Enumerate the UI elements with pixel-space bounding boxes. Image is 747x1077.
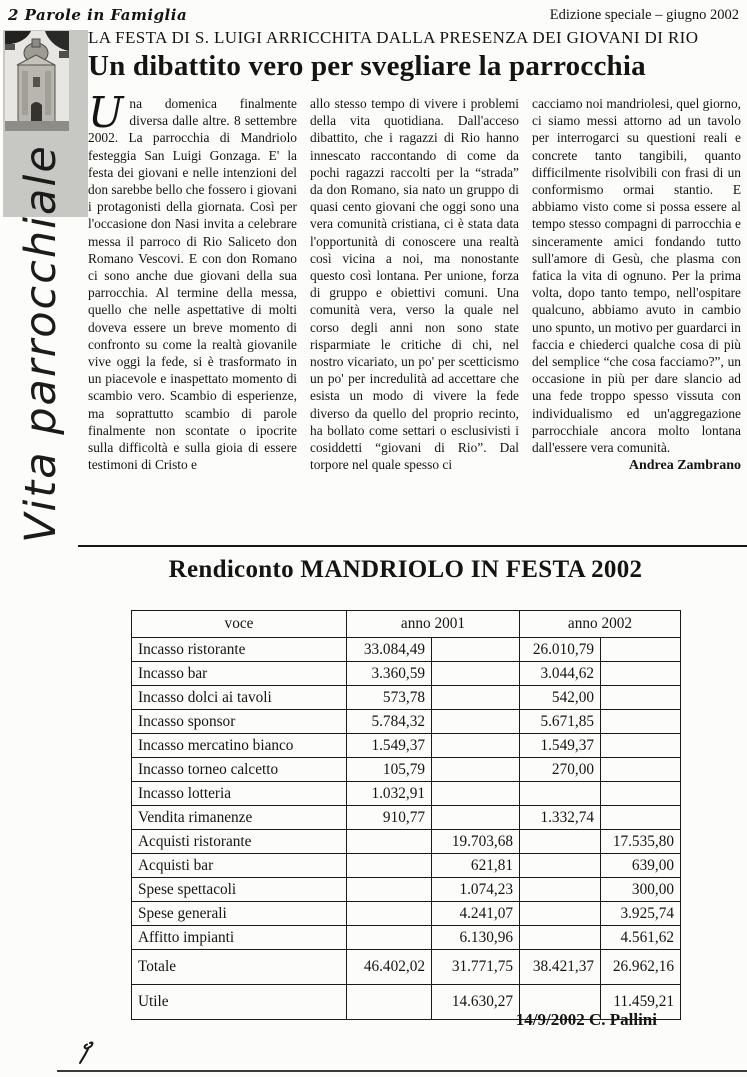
cell-2002-uscite: 11.459,21 (601, 985, 681, 1020)
cell-2001-uscite (432, 782, 520, 806)
header-anno-2002: anno 2002 (520, 611, 681, 638)
article-column-3 (532, 95, 741, 537)
cell-2002-entrate (520, 854, 601, 878)
masthead-newsletter-name: 2 Parole in Famiglia (8, 6, 188, 24)
drop-cap: U (88, 95, 124, 137)
cell-2002-uscite: 300,00 (601, 878, 681, 902)
masthead-edition-label: Edizione speciale – giugno 2002 (549, 7, 739, 23)
cell-2001-uscite (432, 638, 520, 662)
article-column-2 (310, 95, 519, 537)
cell-2002-uscite (601, 758, 681, 782)
cell-2002-entrate: 270,00 (520, 758, 601, 782)
cell-2002-uscite (601, 686, 681, 710)
cell-2001-uscite (432, 734, 520, 758)
cell-2002-uscite: 3.925,74 (601, 902, 681, 926)
cell-2002-entrate: 1.549,37 (520, 734, 601, 758)
cell-2001-uscite: 14.630,27 (432, 985, 520, 1020)
cell-2002-entrate: 5.671,85 (520, 710, 601, 734)
article-body (88, 95, 742, 537)
cell-2001-uscite (432, 710, 520, 734)
row-label: Affitto impianti (132, 926, 347, 950)
table-row (132, 830, 681, 854)
cell-2001-uscite: 621,81 (432, 854, 520, 878)
cell-2002-uscite (601, 710, 681, 734)
column-1-text: na domenica finalmente diversa dalle altre. 8 settembre 2002. La parrocchia di Mandriolo festeggia San Luigi Gonzaga. E' la festa dei giovani e nelle intenzioni del don sarebbe bello che fossero i giovani i protagonisti della giornata. Così per l'occasione don Nasi invita a celebrare messa il parroco di Rio Saliceto don Romano Vescovi. E con don Romano ci sono anche due giovani della sua parrocchia. Al termine della messa, quello che nelle aspettative di molti doveva essere un breve momento di confronto su come la realtà giovanile vive oggi la fede, si è trasformato in un piacevole e inaspettato momento di scambio vero. Scambio di esperienze, ma soprattutto scambio di parole finalmente non scontate o ipocrite sulla difficoltà e sulla gioia di essere testimoni di Cristo e (88, 96, 297, 473)
cell-2002-uscite (601, 782, 681, 806)
table-row (132, 662, 681, 686)
row-label: Spese generali (132, 902, 347, 926)
cell-2001-entrate (347, 985, 432, 1020)
column-3-text: cacciamo noi mandriolesi, quel giorno, ci siamo messi attorno ad un tavolo per interrogarci su questioni reali e concrete tanto tangibili, quanto difficilmente risolvibili con frasi di un conformismo ormai stantio. E abbiamo visto come si possa essere al tempo stesso compagni di parrocchia e sinceramente amici fondando tutto sull'amore di Gesù, che plasma con fatica la vita di ognuno. Per la prima volta, dopo tanto tempo, nell'ospitare qualcuno, abbiamo avuto in cambio uno spunto, un motivo per guardarci in faccia e chiederci qualche cosa di più del semplice “che cosa facciamo?”, un occasione in più per dare slancio ad una fede troppo spesso vissuta con individualismo ed un'aggregazione parrocchiale ancora molto lontana dall'essere vera comunità. (532, 96, 741, 456)
row-label: Vendita rimanenze (132, 806, 347, 830)
table-row (132, 782, 681, 806)
section-divider-rule (78, 545, 747, 547)
cell-2002-uscite (601, 806, 681, 830)
cell-2002-entrate: 542,00 (520, 686, 601, 710)
cell-2001-uscite: 1.074,23 (432, 878, 520, 902)
church-photo (5, 31, 69, 131)
header-anno-2001: anno 2001 (347, 611, 520, 638)
cell-2001-entrate: 573,78 (347, 686, 432, 710)
table-row (132, 710, 681, 734)
article-column-1 (88, 95, 297, 537)
cell-2001-entrate (347, 902, 432, 926)
table-row (132, 854, 681, 878)
cell-2001-entrate: 910,77 (347, 806, 432, 830)
financial-report-table (131, 610, 681, 1020)
cell-2001-entrate: 5.784,32 (347, 710, 432, 734)
table-row-totale (132, 950, 681, 985)
cell-2002-entrate: 3.044,62 (520, 662, 601, 686)
table-row (132, 926, 681, 950)
cell-2002-uscite: 17.535,80 (601, 830, 681, 854)
scan-edge-line (57, 1070, 747, 1072)
cell-2002-entrate (520, 782, 601, 806)
row-label: Incasso lotteria (132, 782, 347, 806)
article-headline: Un dibattito vero per svegliare la parrocchia (88, 50, 646, 82)
table-row (132, 806, 681, 830)
table-row (132, 638, 681, 662)
row-label: Acquisti ristorante (132, 830, 347, 854)
article (88, 28, 742, 537)
row-label: Spese spettacoli (132, 878, 347, 902)
row-label: Incasso bar (132, 662, 347, 686)
cell-2002-entrate (520, 878, 601, 902)
table-header-row (132, 611, 681, 638)
row-label: Incasso ristorante (132, 638, 347, 662)
cell-2001-entrate (347, 878, 432, 902)
section-title-vertical: Vita parrocchiale (16, 144, 66, 543)
cell-2002-uscite: 26.962,16 (601, 950, 681, 985)
cell-2002-entrate (520, 830, 601, 854)
row-label: Incasso dolci ai tavoli (132, 686, 347, 710)
cell-2001-entrate: 1.549,37 (347, 734, 432, 758)
cell-2001-uscite: 31.771,75 (432, 950, 520, 985)
row-label: Incasso torneo calcetto (132, 758, 347, 782)
row-label: Acquisti bar (132, 854, 347, 878)
cell-2001-entrate: 105,79 (347, 758, 432, 782)
cell-2001-entrate: 33.084,49 (347, 638, 432, 662)
cell-2002-uscite: 639,00 (601, 854, 681, 878)
cell-2002-entrate: 1.332,74 (520, 806, 601, 830)
article-byline: Andrea Zambrano (628, 458, 741, 474)
cell-2001-entrate (347, 830, 432, 854)
column-2-text: allo stesso tempo di vivere i problemi della vita quotidiana. Dall'acceso dibattito, che i ragazzi di Rio hanno innescato raccontando di come da pochi ragazzi raccolti per la “strada” da don Romano, sia nato un gruppo di quasi cento giovani che oggi sono una vera comunità cristiana, ci è stata data l'opportunità di conoscere una realtà così vicina a noi, ma nonostante questo così lontana. Per unione, forza di gruppo e obiettivi comuni. Una comunità vera, verso la quale nel corso degli anni non sono state risparmiate le critiche di chi, nel nostro vicariato, un po' per scetticismo un po' per incredulità ad accettare che esista un modo di vivere la fede diverso da quello del proprio recinto, ha bollato come settari o esclusivisti i cosiddetti “giovani di Rio”. Dal torpore nel quale spesso ci (310, 96, 519, 473)
row-label: Utile (132, 985, 347, 1020)
cell-2001-uscite (432, 662, 520, 686)
cell-2001-entrate (347, 854, 432, 878)
ink-mark (76, 1040, 96, 1068)
cell-2001-uscite (432, 758, 520, 782)
table-row (132, 734, 681, 758)
article-kicker: LA FESTA DI S. LUIGI ARRICCHITA DALLA PRESENZA DEI GIOVANI DI RIO (88, 28, 699, 47)
cell-2001-uscite (432, 686, 520, 710)
row-label: Incasso mercatino bianco (132, 734, 347, 758)
cell-2001-uscite: 6.130,96 (432, 926, 520, 950)
table-row (132, 758, 681, 782)
cell-2002-entrate: 38.421,37 (520, 950, 601, 985)
cell-2002-entrate (520, 926, 601, 950)
cell-2002-uscite (601, 662, 681, 686)
cell-2001-uscite (432, 806, 520, 830)
header-voce: voce (132, 611, 347, 638)
cell-2001-uscite: 19.703,68 (432, 830, 520, 854)
table-row (132, 902, 681, 926)
cell-2001-entrate: 1.032,91 (347, 782, 432, 806)
cell-2002-entrate (520, 902, 601, 926)
cell-2001-entrate (347, 926, 432, 950)
cell-2002-uscite (601, 638, 681, 662)
cell-2002-uscite (601, 734, 681, 758)
report-signature: 14/9/2002 C. Pallini (515, 1010, 657, 1029)
table-row (132, 878, 681, 902)
table-row (132, 686, 681, 710)
cell-2002-uscite: 4.561,62 (601, 926, 681, 950)
cell-2001-entrate: 3.360,59 (347, 662, 432, 686)
cell-2001-entrate: 46.402,02 (347, 950, 432, 985)
cell-2001-uscite: 4.241,07 (432, 902, 520, 926)
row-label: Totale (132, 950, 347, 985)
cell-2002-entrate: 26.010,79 (520, 638, 601, 662)
row-label: Incasso sponsor (132, 710, 347, 734)
report-title: Rendiconto MANDRIOLO IN FESTA 2002 (168, 556, 643, 583)
